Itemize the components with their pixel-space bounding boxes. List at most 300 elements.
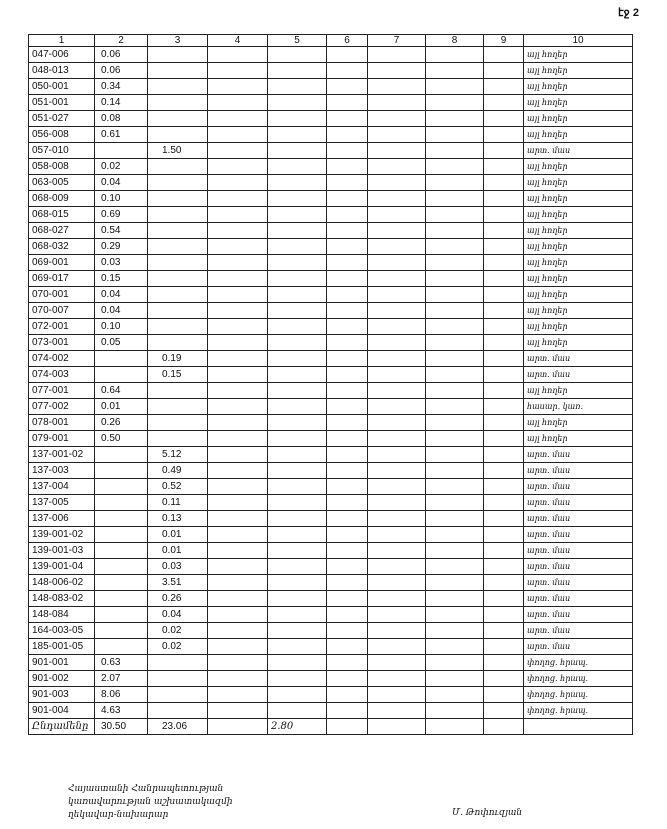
col3-area-cell: 0.26 bbox=[148, 591, 208, 607]
col3-area-cell bbox=[148, 319, 208, 335]
col6-cell bbox=[327, 655, 368, 671]
col7-cell bbox=[368, 383, 426, 399]
col7-cell bbox=[368, 63, 426, 79]
col2-area-cell: 0.34 bbox=[95, 79, 148, 95]
col3-area-cell: 5.12 bbox=[148, 447, 208, 463]
col8-cell bbox=[426, 223, 484, 239]
parcel-code-cell: 074-002 bbox=[29, 351, 95, 367]
col2-area-cell bbox=[95, 607, 148, 623]
col4-cell bbox=[208, 159, 268, 175]
col6-cell bbox=[327, 207, 368, 223]
col9-cell bbox=[484, 495, 524, 511]
col4-cell bbox=[208, 495, 268, 511]
col9-cell bbox=[484, 175, 524, 191]
col7-cell bbox=[368, 79, 426, 95]
col9-cell bbox=[484, 111, 524, 127]
land-use-cell: փողոց. հրապ. bbox=[524, 655, 633, 671]
col3-area-cell bbox=[148, 415, 208, 431]
col8-cell bbox=[426, 79, 484, 95]
col5-cell bbox=[268, 591, 327, 607]
col9-cell bbox=[484, 255, 524, 271]
col4-cell bbox=[208, 719, 268, 735]
table-header-row bbox=[29, 35, 633, 47]
col2-area-cell: 0.04 bbox=[95, 303, 148, 319]
table-row bbox=[29, 159, 633, 175]
col9-cell bbox=[484, 79, 524, 95]
col2-area-cell: 0.05 bbox=[95, 335, 148, 351]
col7-cell bbox=[368, 527, 426, 543]
column-header-6: 6 bbox=[327, 35, 368, 47]
col7-cell bbox=[368, 351, 426, 367]
col2-area-cell: 0.02 bbox=[95, 159, 148, 175]
table-row bbox=[29, 63, 633, 79]
land-use-cell: արտ. մաս bbox=[524, 639, 633, 655]
col3-area-cell: 0.52 bbox=[148, 479, 208, 495]
col5-cell bbox=[268, 399, 327, 415]
parcel-code-cell: 164-003-05 bbox=[29, 623, 95, 639]
col2-area-cell: 0.06 bbox=[95, 47, 148, 63]
col7-cell bbox=[368, 47, 426, 63]
col5-cell bbox=[268, 111, 327, 127]
col9-cell bbox=[484, 559, 524, 575]
col8-cell bbox=[426, 687, 484, 703]
col5-cell bbox=[268, 415, 327, 431]
col2-area-cell bbox=[95, 351, 148, 367]
land-use-cell: արտ. մաս bbox=[524, 143, 633, 159]
col7-cell bbox=[368, 703, 426, 719]
col8-cell bbox=[426, 495, 484, 511]
col4-cell bbox=[208, 639, 268, 655]
table-row bbox=[29, 591, 633, 607]
column-header-8: 8 bbox=[426, 35, 484, 47]
col9-cell bbox=[484, 527, 524, 543]
col4-cell bbox=[208, 127, 268, 143]
parcel-code-cell: 137-005 bbox=[29, 495, 95, 511]
parcel-code-cell: 901-003 bbox=[29, 687, 95, 703]
parcel-code-cell: 137-004 bbox=[29, 479, 95, 495]
col2-area-cell: 0.15 bbox=[95, 271, 148, 287]
col5-cell bbox=[268, 527, 327, 543]
col8-cell bbox=[426, 335, 484, 351]
col4-cell bbox=[208, 95, 268, 111]
col5-cell bbox=[268, 63, 327, 79]
col8-cell bbox=[426, 623, 484, 639]
column-header-7: 7 bbox=[368, 35, 426, 47]
parcel-code-cell: 070-001 bbox=[29, 287, 95, 303]
land-use-cell: արտ. մաս bbox=[524, 575, 633, 591]
col2-area-cell: 0.63 bbox=[95, 655, 148, 671]
col7-cell bbox=[368, 271, 426, 287]
col3-area-cell: 0.04 bbox=[148, 607, 208, 623]
parcel-code-cell: 072-001 bbox=[29, 319, 95, 335]
parcel-code-cell: 074-003 bbox=[29, 367, 95, 383]
col6-cell bbox=[327, 415, 368, 431]
parcel-code-cell: 078-001 bbox=[29, 415, 95, 431]
table-row bbox=[29, 607, 633, 623]
table-row bbox=[29, 623, 633, 639]
land-use-cell: արտ. մաս bbox=[524, 527, 633, 543]
land-use-cell: արտ. մաս bbox=[524, 511, 633, 527]
col3-area-cell bbox=[148, 255, 208, 271]
col6-cell bbox=[327, 191, 368, 207]
col8-cell bbox=[426, 559, 484, 575]
table-row bbox=[29, 191, 633, 207]
table-row bbox=[29, 367, 633, 383]
col8-cell bbox=[426, 207, 484, 223]
col5-cell bbox=[268, 271, 327, 287]
col8-cell bbox=[426, 575, 484, 591]
col3-area-cell bbox=[148, 303, 208, 319]
col8-cell bbox=[426, 431, 484, 447]
col2-area-cell: 0.04 bbox=[95, 175, 148, 191]
column-header-9: 9 bbox=[484, 35, 524, 47]
col2-area-cell: 0.69 bbox=[95, 207, 148, 223]
land-use-cell: այլ հողեր bbox=[524, 431, 633, 447]
col2-area-cell bbox=[95, 511, 148, 527]
col8-cell bbox=[426, 143, 484, 159]
table-row bbox=[29, 319, 633, 335]
col7-cell bbox=[368, 367, 426, 383]
col6-cell bbox=[327, 671, 368, 687]
col3-area-cell bbox=[148, 207, 208, 223]
land-use-cell: արտ. մաս bbox=[524, 367, 633, 383]
table-row bbox=[29, 303, 633, 319]
table-row bbox=[29, 223, 633, 239]
col6-cell bbox=[327, 95, 368, 111]
signature-block bbox=[68, 783, 233, 822]
col5-cell bbox=[268, 79, 327, 95]
col9-cell bbox=[484, 511, 524, 527]
table-row bbox=[29, 79, 633, 95]
col4-cell bbox=[208, 351, 268, 367]
col5-cell bbox=[268, 671, 327, 687]
col5-cell bbox=[268, 223, 327, 239]
parcel-code-cell: 068-027 bbox=[29, 223, 95, 239]
col7-cell bbox=[368, 495, 426, 511]
land-use-cell: այլ հողեր bbox=[524, 335, 633, 351]
col8-cell bbox=[426, 399, 484, 415]
col5-cell bbox=[268, 95, 327, 111]
table-row bbox=[29, 495, 633, 511]
col8-cell bbox=[426, 527, 484, 543]
col7-cell bbox=[368, 415, 426, 431]
col5-cell bbox=[268, 191, 327, 207]
col4-cell bbox=[208, 575, 268, 591]
col4-cell bbox=[208, 111, 268, 127]
col6-cell bbox=[327, 383, 368, 399]
col3-area-cell bbox=[148, 383, 208, 399]
col7-cell bbox=[368, 111, 426, 127]
col6-cell bbox=[327, 367, 368, 383]
col6-cell bbox=[327, 319, 368, 335]
col5-cell bbox=[268, 559, 327, 575]
col6-cell bbox=[327, 495, 368, 511]
col6-cell bbox=[327, 159, 368, 175]
col9-cell bbox=[484, 63, 524, 79]
col8-cell bbox=[426, 159, 484, 175]
col8-cell bbox=[426, 479, 484, 495]
col7-cell bbox=[368, 303, 426, 319]
col3-area-cell bbox=[148, 95, 208, 111]
col5-cell bbox=[268, 703, 327, 719]
col7-cell bbox=[368, 143, 426, 159]
col2-area-cell: 0.26 bbox=[95, 415, 148, 431]
col8-cell bbox=[426, 319, 484, 335]
col2-area-cell: 0.50 bbox=[95, 431, 148, 447]
col9-cell bbox=[484, 479, 524, 495]
col3-area-cell: 0.01 bbox=[148, 543, 208, 559]
col4-cell bbox=[208, 79, 268, 95]
col6-cell bbox=[327, 303, 368, 319]
col4-cell bbox=[208, 703, 268, 719]
land-use-cell: արտ. մաս bbox=[524, 607, 633, 623]
col9-cell bbox=[484, 335, 524, 351]
land-use-cell: արտ. մաս bbox=[524, 463, 633, 479]
col3-area-cell bbox=[148, 111, 208, 127]
table-row bbox=[29, 559, 633, 575]
land-use-cell: այլ հողեր bbox=[524, 255, 633, 271]
col5-cell bbox=[268, 127, 327, 143]
col8-cell bbox=[426, 447, 484, 463]
col3-area-cell bbox=[148, 671, 208, 687]
col6-cell bbox=[327, 111, 368, 127]
col7-cell bbox=[368, 335, 426, 351]
parcel-code-cell: 139-001-02 bbox=[29, 527, 95, 543]
parcel-code-cell: 077-002 bbox=[29, 399, 95, 415]
table-row bbox=[29, 287, 633, 303]
col4-cell bbox=[208, 191, 268, 207]
col4-cell bbox=[208, 175, 268, 191]
col3-area-cell bbox=[148, 159, 208, 175]
col2-area-cell: 8.06 bbox=[95, 687, 148, 703]
col2-area-cell bbox=[95, 143, 148, 159]
col6-cell bbox=[327, 527, 368, 543]
col2-area-cell: 0.61 bbox=[95, 127, 148, 143]
col7-cell bbox=[368, 319, 426, 335]
col8-cell bbox=[426, 191, 484, 207]
col5-cell bbox=[268, 463, 327, 479]
col7-cell bbox=[368, 687, 426, 703]
col2-area-cell bbox=[95, 527, 148, 543]
col6-cell bbox=[327, 223, 368, 239]
col9-cell bbox=[484, 447, 524, 463]
col7-cell bbox=[368, 543, 426, 559]
table-row bbox=[29, 47, 633, 63]
col6-cell bbox=[327, 559, 368, 575]
col7-cell bbox=[368, 511, 426, 527]
col6-cell bbox=[327, 607, 368, 623]
col5-cell bbox=[268, 575, 327, 591]
table-row bbox=[29, 271, 633, 287]
col7-cell bbox=[368, 239, 426, 255]
col9-cell bbox=[484, 207, 524, 223]
table-row bbox=[29, 687, 633, 703]
col9-cell bbox=[484, 591, 524, 607]
col7-cell bbox=[368, 207, 426, 223]
col9-cell bbox=[484, 463, 524, 479]
col4-cell bbox=[208, 623, 268, 639]
col2-area-cell: 0.10 bbox=[95, 319, 148, 335]
col3-area-cell bbox=[148, 431, 208, 447]
col9-cell bbox=[484, 127, 524, 143]
signatory-title-line-2: կառավարության աշխատակազմի bbox=[68, 797, 233, 807]
col6-cell bbox=[327, 591, 368, 607]
parcel-code-cell: Ընդամենը bbox=[29, 719, 95, 735]
col3-area-cell bbox=[148, 239, 208, 255]
col4-cell bbox=[208, 671, 268, 687]
col9-cell bbox=[484, 543, 524, 559]
col3-area-cell: 0.49 bbox=[148, 463, 208, 479]
col8-cell bbox=[426, 591, 484, 607]
land-use-cell: այլ հողեր bbox=[524, 239, 633, 255]
land-use-cell: փողոց. հրապ. bbox=[524, 671, 633, 687]
table-row bbox=[29, 383, 633, 399]
col5-cell bbox=[268, 607, 327, 623]
col4-cell bbox=[208, 239, 268, 255]
col5-cell bbox=[268, 255, 327, 271]
col8-cell bbox=[426, 175, 484, 191]
table-row bbox=[29, 575, 633, 591]
col4-cell bbox=[208, 687, 268, 703]
col9-cell bbox=[484, 607, 524, 623]
col2-area-cell bbox=[95, 495, 148, 511]
col7-cell bbox=[368, 95, 426, 111]
col5-cell bbox=[268, 623, 327, 639]
col2-area-cell bbox=[95, 543, 148, 559]
col8-cell bbox=[426, 463, 484, 479]
col7-cell bbox=[368, 575, 426, 591]
col6-cell bbox=[327, 255, 368, 271]
col4-cell bbox=[208, 367, 268, 383]
col6-cell bbox=[327, 543, 368, 559]
signatory-title-line-1: Հայաստանի Հանրապետության bbox=[68, 784, 224, 794]
col3-area-cell bbox=[148, 399, 208, 415]
table-row bbox=[29, 351, 633, 367]
col4-cell bbox=[208, 447, 268, 463]
col8-cell bbox=[426, 639, 484, 655]
land-use-cell: այլ հողեր bbox=[524, 383, 633, 399]
col9-cell bbox=[484, 287, 524, 303]
col4-cell bbox=[208, 415, 268, 431]
col3-area-cell bbox=[148, 687, 208, 703]
col6-cell bbox=[327, 287, 368, 303]
parcel-code-cell: 137-003 bbox=[29, 463, 95, 479]
land-use-cell: այլ հողեր bbox=[524, 127, 633, 143]
col9-cell bbox=[484, 303, 524, 319]
col2-area-cell bbox=[95, 591, 148, 607]
col6-cell bbox=[327, 703, 368, 719]
col3-area-cell: 0.19 bbox=[148, 351, 208, 367]
col4-cell bbox=[208, 271, 268, 287]
parcel-code-cell: 148-084 bbox=[29, 607, 95, 623]
col9-cell bbox=[484, 383, 524, 399]
col7-cell bbox=[368, 287, 426, 303]
col4-cell bbox=[208, 63, 268, 79]
col2-area-cell: 0.06 bbox=[95, 63, 148, 79]
table-row bbox=[29, 431, 633, 447]
col6-cell bbox=[327, 431, 368, 447]
land-use-cell: այլ հողեր bbox=[524, 415, 633, 431]
table-row bbox=[29, 671, 633, 687]
col3-area-cell bbox=[148, 223, 208, 239]
col9-cell bbox=[484, 319, 524, 335]
col3-area-cell bbox=[148, 79, 208, 95]
col4-cell bbox=[208, 383, 268, 399]
col5-cell bbox=[268, 287, 327, 303]
col9-cell bbox=[484, 431, 524, 447]
col4-cell bbox=[208, 47, 268, 63]
col7-cell bbox=[368, 223, 426, 239]
col3-area-cell bbox=[148, 655, 208, 671]
col9-cell bbox=[484, 191, 524, 207]
col2-area-cell: 0.03 bbox=[95, 255, 148, 271]
table-row bbox=[29, 175, 633, 191]
parcel-code-cell: 063-005 bbox=[29, 175, 95, 191]
land-use-cell: արտ. մաս bbox=[524, 351, 633, 367]
col3-area-cell: 0.02 bbox=[148, 623, 208, 639]
col4-cell bbox=[208, 607, 268, 623]
land-use-cell: այլ հողեր bbox=[524, 207, 633, 223]
col9-cell bbox=[484, 623, 524, 639]
col3-area-cell: 0.15 bbox=[148, 367, 208, 383]
table-row bbox=[29, 127, 633, 143]
col8-cell bbox=[426, 255, 484, 271]
col2-area-cell: 0.54 bbox=[95, 223, 148, 239]
col2-area-cell: 0.01 bbox=[95, 399, 148, 415]
parcel-code-cell: 073-001 bbox=[29, 335, 95, 351]
table-row bbox=[29, 111, 633, 127]
col2-area-cell: 0.08 bbox=[95, 111, 148, 127]
land-use-cell: այլ հողեր bbox=[524, 95, 633, 111]
col9-cell bbox=[484, 415, 524, 431]
col3-area-cell bbox=[148, 191, 208, 207]
col4-cell bbox=[208, 143, 268, 159]
col5-cell bbox=[268, 511, 327, 527]
parcel-code-cell: 139-001-04 bbox=[29, 559, 95, 575]
page-number: էջ 2 bbox=[618, 7, 639, 19]
col5-cell bbox=[268, 495, 327, 511]
col2-area-cell: 0.14 bbox=[95, 95, 148, 111]
table-row bbox=[29, 335, 633, 351]
col2-area-cell: 0.64 bbox=[95, 383, 148, 399]
col9-cell bbox=[484, 47, 524, 63]
col2-area-cell bbox=[95, 623, 148, 639]
col9-cell bbox=[484, 239, 524, 255]
col4-cell bbox=[208, 319, 268, 335]
col8-cell bbox=[426, 415, 484, 431]
col5-cell bbox=[268, 479, 327, 495]
column-header-4: 4 bbox=[208, 35, 268, 47]
col4-cell bbox=[208, 527, 268, 543]
col6-cell bbox=[327, 719, 368, 735]
col6-cell bbox=[327, 511, 368, 527]
col8-cell bbox=[426, 95, 484, 111]
col3-area-cell bbox=[148, 127, 208, 143]
land-use-cell: այլ հողեր bbox=[524, 191, 633, 207]
land-use-cell: արտ. մաս bbox=[524, 623, 633, 639]
land-use-cell: այլ հողեր bbox=[524, 111, 633, 127]
land-use-cell: հասար. կառ. bbox=[524, 399, 633, 415]
col8-cell bbox=[426, 719, 484, 735]
table-row bbox=[29, 527, 633, 543]
col9-cell bbox=[484, 367, 524, 383]
parcel-code-cell: 069-017 bbox=[29, 271, 95, 287]
column-header-3: 3 bbox=[148, 35, 208, 47]
col6-cell bbox=[327, 239, 368, 255]
table-row bbox=[29, 207, 633, 223]
col4-cell bbox=[208, 255, 268, 271]
table-row bbox=[29, 655, 633, 671]
